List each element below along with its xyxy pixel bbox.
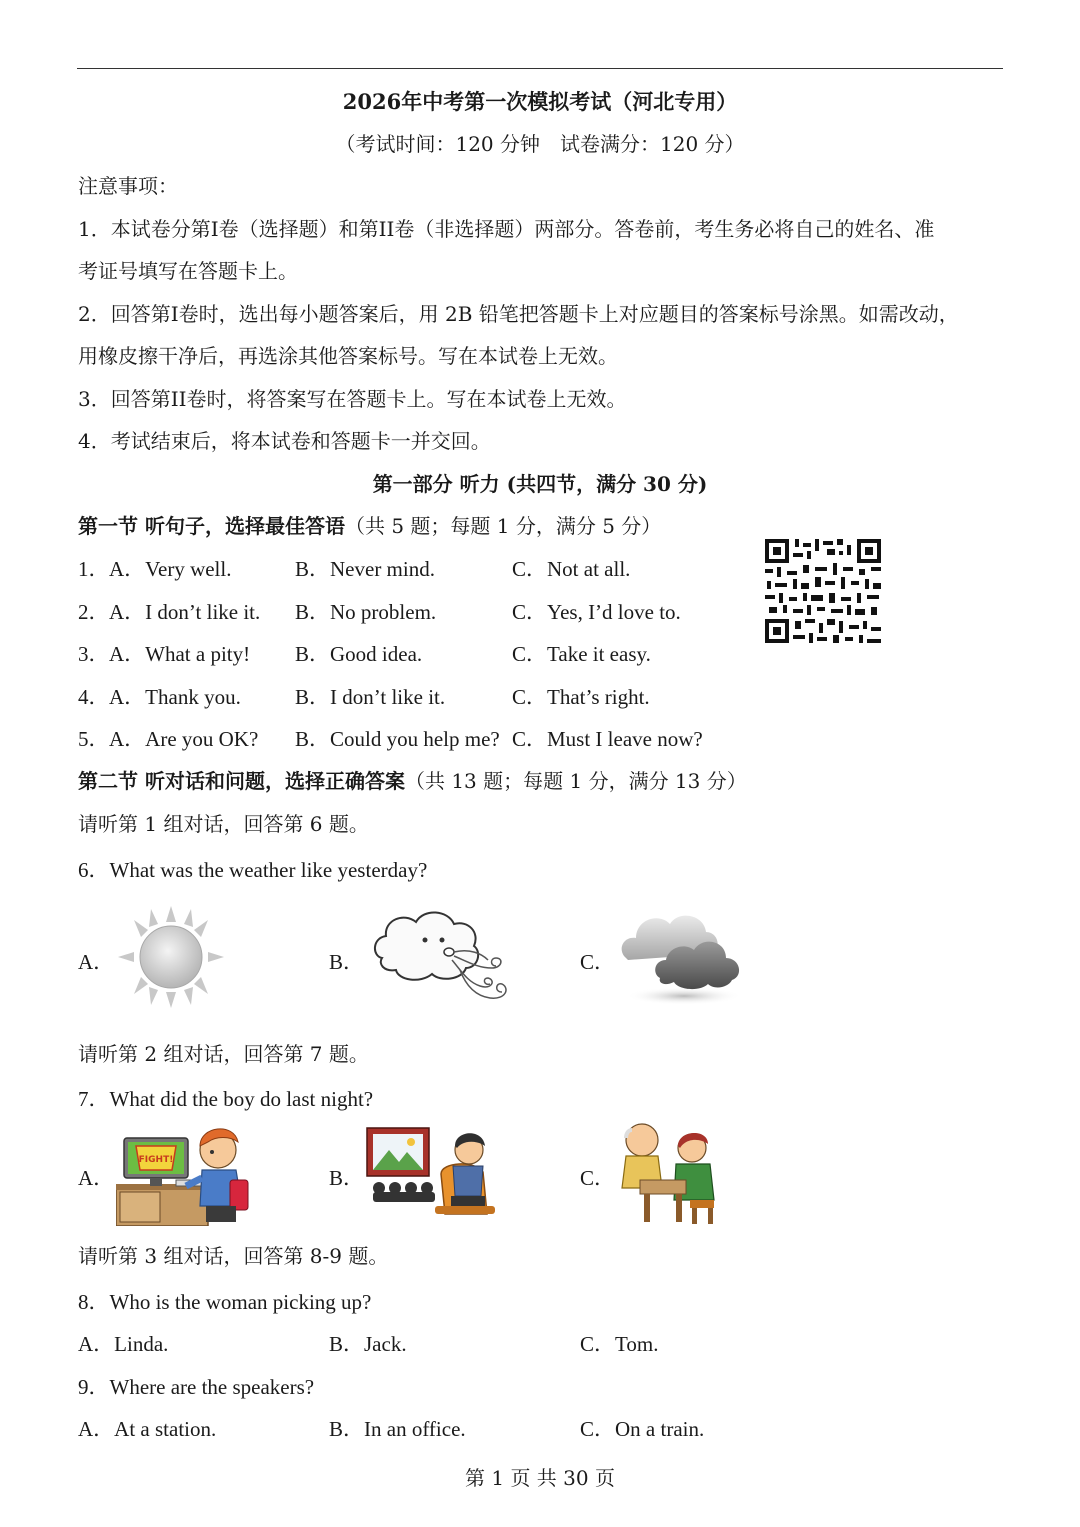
q6-label-b: B．	[329, 950, 365, 974]
q3-option-a: A．What a pity!	[109, 642, 251, 666]
q8-text: 8．Who is the woman picking up?	[78, 1290, 372, 1314]
q5-number: 5．	[78, 727, 110, 751]
q1-number: 1．	[78, 557, 110, 581]
page-footer: 第 1 页 共 30 页	[465, 1466, 615, 1490]
q2-option-b: B．No problem.	[295, 600, 437, 624]
computer-game-image	[116, 1120, 254, 1226]
q9-option-b: B．In an office.	[329, 1417, 466, 1441]
q9-option-a: A．At a station.	[78, 1417, 217, 1441]
q8-option-a: A．Linda.	[78, 1332, 169, 1356]
q6-label-c: C．	[580, 950, 616, 974]
note-4: 4．考试结束后，将本试卷和答题卡一并交回。	[78, 429, 491, 453]
q9-option-c: C．On a train.	[580, 1417, 705, 1441]
q5-option-c: C．Must I leave now?	[512, 727, 703, 751]
note-1a: 1．本试卷分第I卷（选择题）和第II卷（非选择题）两部分。答卷前，考生务必将自己的姓名、准	[78, 217, 935, 241]
part1-heading: 第一部分 听力 (共四节，满分 30 分)	[372, 472, 708, 496]
q8-option-c: C．Tom.	[580, 1332, 659, 1356]
section2-heading	[78, 765, 747, 794]
playing-chess-image	[614, 1118, 722, 1226]
windy-cloud-image	[370, 906, 520, 1004]
q4-option-b: B．I don’t like it.	[295, 685, 446, 709]
q1-option-b: B．Never mind.	[295, 557, 435, 581]
q5-option-a: A．Are you OK?	[109, 727, 259, 751]
q4-option-c: C．That’s right.	[512, 685, 650, 709]
exam-title: 2026年中考第一次模拟考试（河北专用）	[342, 89, 738, 114]
note-2b: 用橡皮擦干净后，再选涂其他答案标号。写在本试卷上无效。	[78, 344, 618, 368]
header-rule	[77, 68, 1003, 69]
section2-title: 第二节 听对话和问题，选择正确答案	[78, 769, 405, 793]
q3-option-b: B．Good idea.	[295, 642, 423, 666]
watching-movie-image	[365, 1122, 501, 1222]
q2-option-a: A．I don’t like it.	[109, 600, 261, 624]
section2-note: （共 13 题；每题 1 分，满分 13 分）	[404, 769, 747, 793]
group3-instruction: 请听第 3 组对话，回答第 8-9 题。	[78, 1244, 389, 1268]
q7-label-b: B．	[329, 1166, 365, 1190]
q6-text: 6．What was the weather like yesterday?	[78, 858, 428, 882]
fight-sign-text: FIGHT!	[138, 1155, 174, 1165]
q6-label-a: A．	[78, 950, 115, 974]
q3-option-c: C．Take it easy.	[512, 642, 651, 666]
q7-text: 7．What did the boy do last night?	[78, 1087, 374, 1111]
q9-text: 9．Where are the speakers?	[78, 1375, 315, 1399]
q5-option-b: B．Could you help me?	[295, 727, 500, 751]
q3-number: 3．	[78, 642, 110, 666]
section1-note: （共 5 题；每题 1 分，满分 5 分）	[344, 514, 662, 538]
q8-option-b: B．Jack.	[329, 1332, 407, 1356]
q2-option-c: C．Yes, I’d love to.	[512, 600, 681, 624]
qr-code-image	[763, 537, 883, 645]
q7-label-a: A．	[78, 1166, 115, 1190]
group1-instruction: 请听第 1 组对话，回答第 6 题。	[78, 812, 369, 836]
notes-heading: 注意事项：	[78, 174, 178, 198]
exam-subtitle: （考试时间：120 分钟 试卷满分：120 分）	[335, 132, 745, 156]
q2-number: 2．	[78, 600, 110, 624]
q4-option-a: A．Thank you.	[109, 685, 241, 709]
q4-number: 4．	[78, 685, 110, 709]
note-1b: 考证号填写在答题卡上。	[78, 259, 298, 283]
note-3: 3．回答第II卷时，将答案写在答题卡上。写在本试卷上无效。	[78, 387, 627, 411]
section1-heading	[78, 510, 661, 539]
q1-option-a: A．Very well.	[109, 557, 232, 581]
sun-image	[118, 906, 224, 1008]
q1-option-c: C．Not at all.	[512, 557, 631, 581]
note-2a: 2．回答第I卷时，选出每小题答案后，用 2B 铅笔把答题卡上对应题目的答案标号涂黑。如需改动，	[78, 302, 959, 326]
cloudy-image	[618, 908, 744, 1006]
group2-instruction: 请听第 2 组对话，回答第 7 题。	[78, 1042, 369, 1066]
section1-title: 第一节 听句子，选择最佳答语	[78, 514, 345, 538]
q7-label-c: C．	[580, 1166, 616, 1190]
